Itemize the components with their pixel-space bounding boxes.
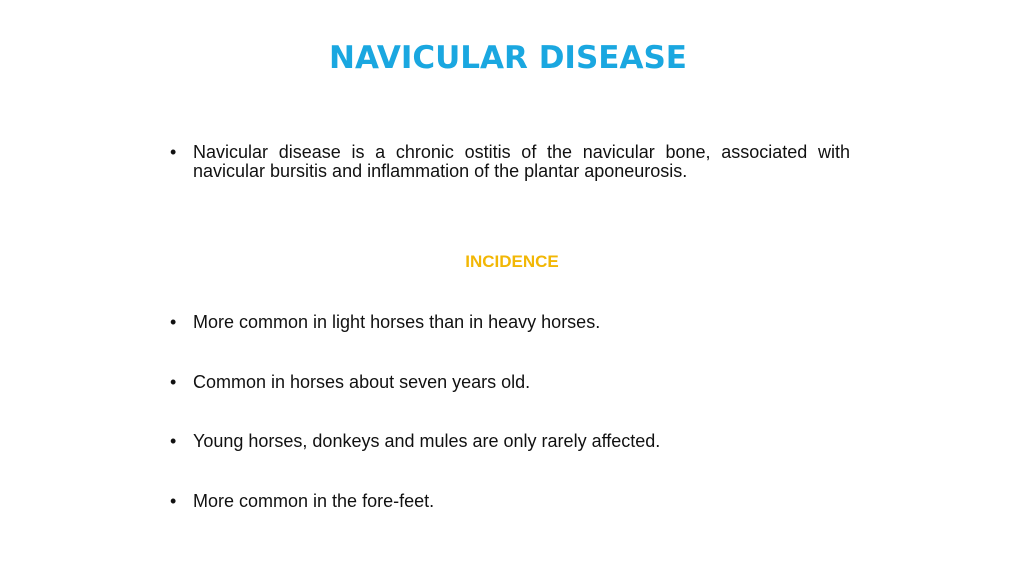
incidence-bullet-text: Young horses, donkeys and mules are only rarely affected.: [193, 431, 661, 451]
bullet-dot: •: [170, 372, 177, 392]
incidence-bullet-text: More common in light horses than in heavy horses.: [193, 312, 601, 332]
bullet-dot: •: [170, 142, 177, 162]
incidence-bullet-text: Common in horses about seven years old.: [193, 372, 531, 392]
section-heading-incidence: INCIDENCE: [465, 252, 559, 271]
incidence-bullet-text: More common in the fore-feet.: [193, 491, 435, 511]
slide-title: NAVICULAR DISEASE: [329, 40, 687, 76]
bullet-dot: •: [170, 312, 177, 332]
incidence-bullet: [170, 373, 850, 392]
incidence-bullet: [170, 432, 850, 451]
bullet-dot: •: [170, 431, 177, 451]
intro-bullet: [170, 143, 850, 181]
bullet-dot: •: [170, 491, 177, 511]
intro-bullet-text: Navicular disease is a chronic ostitis of the navicular bone, associated with navicular bursitis and inflammation of the plantar aponeurosis.: [193, 142, 850, 181]
incidence-bullet: [170, 313, 850, 332]
incidence-bullet: [170, 492, 850, 511]
